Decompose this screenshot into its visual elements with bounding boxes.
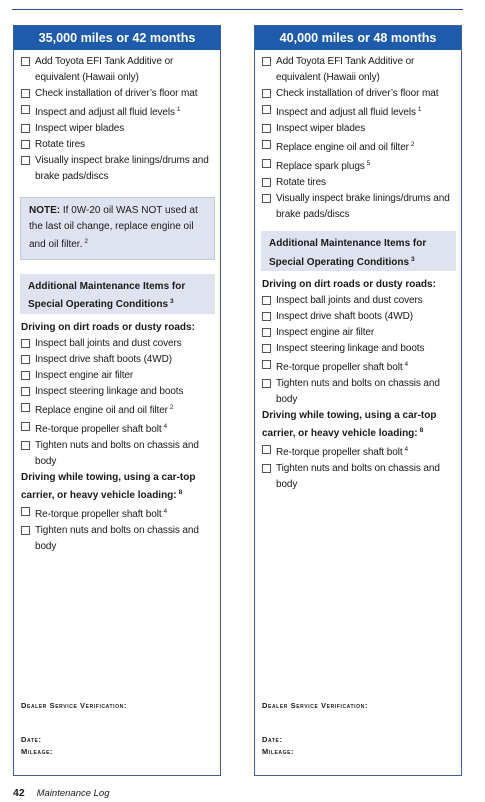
note-label: NOTE:	[29, 205, 61, 216]
checkbox[interactable]	[21, 526, 30, 535]
item-label: Add Toyota EFI Tank Additive or equivalent (Hawaii only)	[276, 56, 415, 83]
checklist-item-text	[35, 523, 214, 555]
mileage-label: Mileage:	[262, 747, 295, 756]
footnote-ref: 4	[163, 507, 168, 515]
checklist-item	[21, 54, 214, 86]
checklist-item-text	[276, 175, 455, 191]
checklist-item-text	[35, 504, 214, 523]
footnote-ref: 4	[404, 361, 409, 368]
item-label: Inspect steering linkage and boots	[276, 343, 425, 354]
checklist-item	[262, 191, 455, 223]
additional-items-title: Additional Maintenance Items for Special Operating Conditions	[269, 238, 427, 268]
checklist-item-text	[35, 368, 214, 384]
checkbox[interactable]	[21, 422, 30, 431]
dirt-roads-heading: Driving on dirt roads or dusty roads:	[21, 321, 195, 333]
item-label: Replace engine oil and oil filter	[276, 142, 409, 153]
checkbox[interactable]	[262, 178, 271, 187]
item-label: Replace engine oil and oil filter	[35, 404, 168, 416]
checkbox[interactable]	[262, 344, 271, 353]
checklist-item-text	[276, 191, 455, 223]
checklist-item-text	[276, 293, 455, 309]
item-label: Visually inspect brake linings/drums and brake pads/discs	[35, 155, 209, 182]
footnote-ref: 2	[410, 141, 415, 148]
checklist-item-text	[276, 156, 455, 175]
item-label: Tighten nuts and bolts on chassis and body	[276, 463, 440, 490]
checkbox[interactable]	[262, 89, 271, 98]
checklist-item-text	[276, 309, 455, 325]
checklist-item-text	[276, 137, 455, 156]
footnote-ref: 1	[176, 106, 181, 113]
dirt-roads-checklist	[255, 292, 461, 408]
item-label: Inspect wiper blades	[35, 123, 125, 134]
mileage-label: Mileage:	[21, 747, 54, 756]
checkbox[interactable]	[21, 339, 30, 348]
checkbox[interactable]	[21, 441, 30, 450]
checkbox[interactable]	[262, 140, 271, 149]
checkbox[interactable]	[21, 124, 30, 133]
maintenance-checklist	[14, 50, 220, 185]
checklist-item-text	[276, 121, 455, 137]
checkbox[interactable]	[262, 57, 271, 66]
item-label: Tighten nuts and bolts on chassis and body	[276, 378, 440, 405]
footnote-ref: 2	[169, 403, 174, 411]
checklist-item-text	[276, 461, 455, 493]
checklist-item	[262, 293, 455, 309]
towing-heading	[14, 470, 220, 503]
item-label: Inspect wiper blades	[276, 123, 366, 134]
item-label: Rotate tires	[35, 139, 85, 150]
checklist-item	[262, 309, 455, 325]
oil-note	[20, 197, 215, 260]
checklist-item	[21, 153, 214, 185]
date-label: Date:	[21, 735, 42, 744]
checklist-item-text	[276, 54, 455, 86]
item-label: Inspect and adjust all fluid levels	[35, 107, 175, 118]
towing-heading-text: Driving while towing, using a car-top carrier, or heavy vehicle loading:	[262, 410, 437, 439]
checklist-item	[262, 137, 455, 156]
checkbox[interactable]	[21, 89, 30, 98]
checkbox[interactable]	[262, 360, 271, 369]
item-label: Inspect engine air filter	[276, 327, 375, 338]
checklist-item	[262, 156, 455, 175]
checkbox[interactable]	[262, 105, 271, 114]
interval-column-40000	[254, 25, 462, 776]
checkbox[interactable]	[21, 57, 30, 66]
checklist-item	[262, 341, 455, 357]
checklist-item	[21, 137, 214, 153]
checkbox[interactable]	[262, 159, 271, 168]
footnote-ref: 4	[404, 446, 409, 453]
checklist-item	[262, 121, 455, 137]
dealer-verification-block	[21, 695, 211, 775]
checklist-item	[262, 325, 455, 341]
checklist-item	[21, 438, 214, 470]
item-label: Inspect ball joints and dust covers	[276, 295, 423, 306]
checklist-item	[21, 336, 214, 352]
item-label: Inspect drive shaft boots (4WD)	[276, 311, 413, 322]
checklist-item-text	[276, 376, 455, 408]
item-label: Visually inspect brake linings/drums and brake pads/discs	[276, 193, 450, 220]
interval-column-35000	[13, 25, 221, 776]
item-label: Re-torque propeller shaft bolt	[276, 447, 403, 458]
checkbox[interactable]	[21, 387, 30, 396]
checklist-item	[262, 54, 455, 86]
towing-footnote: 8	[419, 427, 424, 434]
checkbox[interactable]	[21, 355, 30, 364]
footnote-ref: 1	[417, 106, 422, 113]
checkbox[interactable]	[262, 445, 271, 454]
item-label: Re-torque propeller shaft bolt	[35, 423, 162, 435]
item-label: Rotate tires	[276, 177, 326, 188]
item-label: Inspect ball joints and dust covers	[35, 337, 182, 349]
towing-checklist	[255, 441, 461, 493]
checkbox[interactable]	[262, 464, 271, 473]
footnote-ref: 5	[366, 160, 371, 167]
item-label: Inspect drive shaft boots (4WD)	[35, 353, 172, 365]
checklist-item-text	[276, 341, 455, 357]
checklist-item-text	[276, 102, 455, 121]
date-label: Date:	[262, 735, 283, 744]
checklist-item-text	[276, 357, 455, 376]
item-label: Check installation of driver’s floor mat	[276, 88, 439, 99]
checklist-item-text	[35, 86, 214, 102]
note-text: If 0W-20 oil WAS NOT used at the last oil change, replace engine oil and oil filter.	[29, 205, 198, 250]
towing-checklist	[14, 503, 220, 555]
additional-items-title: Additional Maintenance Items for Special Operating Conditions	[28, 280, 186, 310]
checklist-item-text	[276, 325, 455, 341]
checkbox[interactable]	[21, 371, 30, 380]
checklist-item-text	[35, 352, 214, 368]
checklist-item	[262, 86, 455, 102]
checklist-item-text	[35, 121, 214, 137]
dealer-verification-block	[262, 695, 452, 775]
checklist-item	[21, 419, 214, 438]
checkbox[interactable]	[21, 156, 30, 165]
checkbox[interactable]	[262, 328, 271, 337]
dealer-verification-label: Dealer Service Verification:	[21, 701, 127, 710]
item-label: Inspect steering linkage and boots	[35, 385, 184, 397]
item-label: Inspect engine air filter	[35, 369, 134, 381]
towing-heading	[255, 408, 461, 441]
page-number: 42	[13, 787, 25, 799]
checklist-item	[21, 352, 214, 368]
checklist-item	[21, 504, 214, 523]
maintenance-checklist	[255, 50, 461, 223]
additional-items-callout	[20, 274, 215, 314]
checklist-item	[262, 175, 455, 191]
interval-title: 35,000 miles or 42 months	[14, 26, 220, 50]
additional-footnote: 3	[411, 255, 415, 263]
checklist-item-text	[35, 384, 214, 400]
checklist-item	[21, 368, 214, 384]
checkbox[interactable]	[21, 140, 30, 149]
note-footnote: 2	[84, 238, 88, 245]
item-label: Inspect and adjust all fluid levels	[276, 107, 416, 118]
item-label: Tighten nuts and bolts on chassis and body	[35, 524, 199, 552]
item-label: Re-torque propeller shaft bolt	[276, 362, 403, 373]
checklist-item	[21, 86, 214, 102]
checklist-item	[262, 461, 455, 493]
checklist-item	[262, 357, 455, 376]
item-label: Check installation of driver’s floor mat	[35, 88, 198, 99]
checkbox[interactable]	[262, 379, 271, 388]
checklist-item	[262, 442, 455, 461]
checklist-item-text	[35, 153, 214, 185]
additional-footnote: 3	[170, 298, 174, 305]
checklist-item-text	[35, 400, 214, 419]
checkbox[interactable]	[21, 105, 30, 114]
dealer-verification-label: Dealer Service Verification:	[262, 701, 368, 710]
checklist-item	[21, 384, 214, 400]
checklist-item	[21, 102, 214, 121]
top-rule	[12, 9, 463, 10]
page-footer	[13, 787, 110, 801]
item-label: Tighten nuts and bolts on chassis and body	[35, 439, 199, 467]
checkbox[interactable]	[21, 403, 30, 412]
checklist-item-text	[35, 419, 214, 438]
checklist-item	[262, 102, 455, 121]
checkbox[interactable]	[262, 296, 271, 305]
checklist-item-text	[35, 336, 214, 352]
footnote-ref: 4	[163, 422, 168, 430]
checklist-item	[21, 523, 214, 555]
interval-title: 40,000 miles or 48 months	[255, 26, 461, 50]
checklist-item-text	[35, 137, 214, 153]
checklist-item-text	[276, 442, 455, 461]
checklist-item	[262, 376, 455, 408]
towing-heading-text: Driving while towing, using a car-top carrier, or heavy vehicle loading:	[21, 471, 196, 501]
checklist-item-text	[276, 86, 455, 102]
checkbox[interactable]	[262, 124, 271, 133]
item-label: Replace spark plugs	[276, 161, 365, 172]
checklist-item-text	[35, 102, 214, 121]
dirt-roads-checklist	[14, 335, 220, 470]
footer-title: Maintenance Log	[36, 788, 110, 799]
additional-items-callout	[261, 231, 456, 271]
checklist-item	[21, 121, 214, 137]
item-label: Re-torque propeller shaft bolt	[35, 508, 162, 520]
checklist-item-text	[35, 54, 214, 86]
checkbox[interactable]	[262, 194, 271, 203]
checklist-item	[21, 400, 214, 419]
checkbox[interactable]	[21, 507, 30, 516]
checklist-item-text	[35, 438, 214, 470]
item-label: Add Toyota EFI Tank Additive or equivalent (Hawaii only)	[35, 56, 174, 83]
dirt-roads-heading: Driving on dirt roads or dusty roads:	[262, 279, 436, 290]
checkbox[interactable]	[262, 312, 271, 321]
towing-footnote: 8	[178, 488, 183, 496]
